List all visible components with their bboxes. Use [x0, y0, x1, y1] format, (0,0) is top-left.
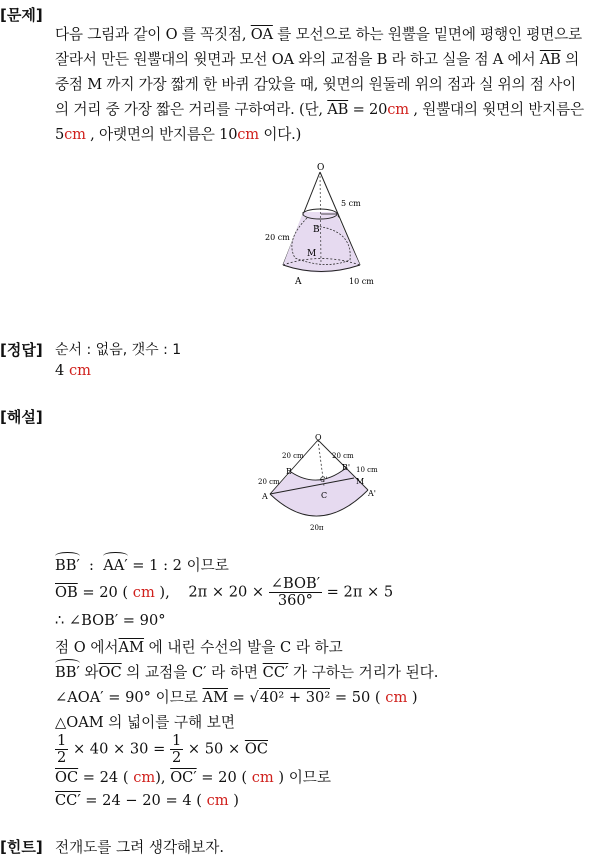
answer-value: 4 cm: [55, 362, 91, 379]
answer-meta: 순서 : 없음, 갯수 : 1: [55, 342, 182, 358]
fig2-label-bp: B': [342, 463, 351, 472]
exp-line-6: ∠AOA′ = 90° 이므로 $\overline{AM} = √40^2 + 30^2 = 50$ ( cm ): [55, 689, 418, 706]
fig2-label-a: A: [262, 492, 268, 501]
fig2-label-m: M: [356, 477, 365, 486]
fig2-label-c: C: [321, 491, 328, 500]
fig1-label-b: B: [313, 225, 320, 235]
segment-ab: $\overline{AB}$: [539, 51, 561, 68]
exp-line-2: $\overline{OB} = 20$ ( cm ), 2π × 20 × $\frac{\text{∠BOB′}}{360^\circ}$ = 2π × 5: [55, 575, 394, 609]
fig1-label-r-bottom: 10 cm: [349, 277, 374, 286]
development-figure: [258, 432, 398, 532]
exp-line-3: ∴ ∠BOB′ = 90°: [55, 612, 166, 629]
frustum-figure: [255, 160, 395, 290]
fig2-label-l2: 20 cm: [332, 452, 354, 460]
exp-line-5: BB′ 와$\overline{OC}$ 의 교점을 C′ 라 하면 CC′ 가 구하는 거리가 된다.: [55, 664, 439, 681]
fig2-label-o: O: [315, 433, 322, 442]
fig1-label-a: A: [295, 277, 302, 287]
exp-line-7: △OAM 의 넓이를 구해 보면: [55, 714, 236, 731]
exp-line-4: 점 O 에서$\overline{AM}$ 에 내린 수선의 발을 C 라 하고: [55, 639, 343, 656]
section-label-problem: [문제]: [0, 6, 43, 24]
section-label-hint: [힌트]: [0, 838, 43, 856]
exp-line-10: CC′ = 24 − 20 = 4 ( cm ): [55, 792, 239, 809]
fig2-label-l5: 20π: [310, 524, 324, 532]
fig2-label-l3: 20 cm: [258, 478, 280, 486]
section-label-explanation: [해설]: [0, 408, 43, 426]
fig2-label-ap: A': [368, 489, 376, 498]
fig1-label-slant: 20 cm: [265, 233, 290, 242]
segment-oa: $\overline{OA}$: [250, 26, 273, 43]
section-label-answer: [정답]: [0, 341, 43, 359]
fig2-label-cp: C': [320, 476, 328, 484]
fig2-label-l1: 20 cm: [282, 452, 304, 460]
fig2-label-l4: 10 cm: [356, 466, 378, 474]
problem-text: 다음 그림과 같이 O 를 꼭짓점, $\overline{OA}$ 를 모선으로 하는 원뿔을 밑면에 평행인 평면으로 잘라서 만든 원뿔대의 윗면과 모선 OA 와의 교점을 B 라 하고 실을 점 A 에서 $\overline{AB}$ 의 중점 M 까지 가장 짧게 한 바퀴 감았을 때, 윗면의 원둘레 위의 점과 실 위의 점 사이의 거리 중 가장 짧은 거리를 구하여라. (단, $\overline{AB} = 20cm$ , 원뿔대의 윗면의 반지름은 5cm , 아랫면의 반지름은 10cm 이다.): [55, 26, 584, 143]
exp-line-1: BB′ : AA′ = 1 : 2 이므로: [55, 557, 229, 574]
fig1-label-m: M: [307, 249, 317, 259]
fig1-label-r-top: 5 cm: [341, 199, 361, 208]
exp-line-8: $\frac{1}{2}$ × 40 × 30 = $\frac{1}{2}$ × $50 \times \overline{OC}$: [57, 732, 268, 766]
exp-line-9: $\overline{OC} = 24$ ( cm), OC′ = 20 ( cm ) 이므로: [55, 769, 332, 786]
hint-text: 전개도를 그려 생각해보자.: [55, 839, 224, 856]
fig1-label-o: O: [317, 163, 325, 173]
fig2-label-b: B: [286, 467, 292, 476]
